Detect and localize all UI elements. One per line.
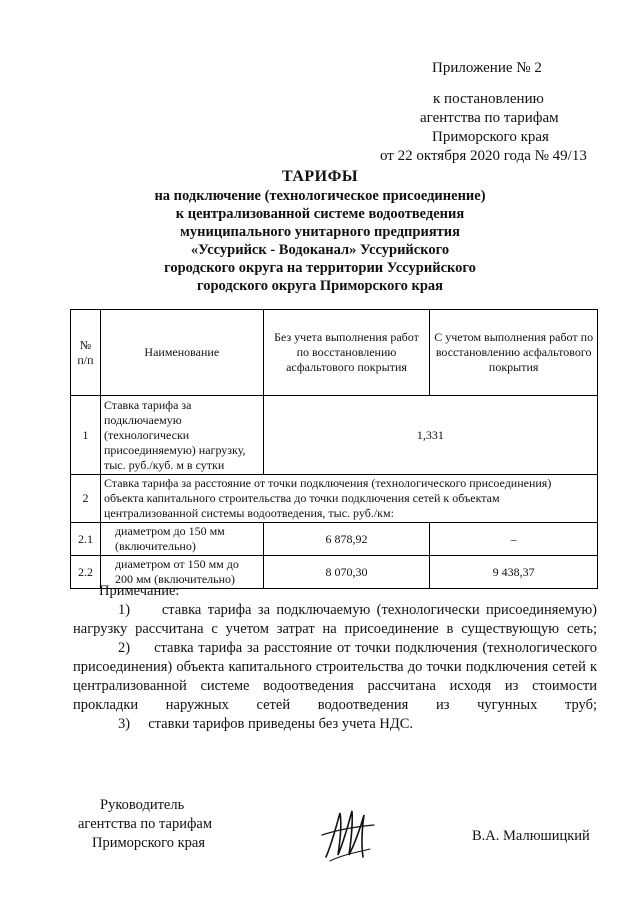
document-subtitle [110, 187, 530, 295]
row-value-without: 6 878,92 [263, 523, 430, 556]
note-num: 3) [118, 716, 131, 732]
signatory-title-line3: Приморского края [92, 835, 206, 851]
row-num: 2 [71, 475, 101, 523]
handwritten-signature [318, 805, 378, 870]
document-title: ТАРИФЫ [281, 168, 359, 185]
row-num: 1 [71, 396, 101, 475]
row-name: Ставка тарифа за расстояние от точки подключения (технологического присоединения) объекта капитального строительства до точки подключения сетей к объектам централизованной системы водоотведения, тыс. руб./км: [100, 475, 597, 523]
row-name: Ставка тарифа за подключаемую (технологически присоединяемую) нагрузку, тыс. руб./куб. м в сутки [100, 396, 263, 475]
resolution-date: от 22 октября 2020 года № 49/13 [380, 148, 587, 164]
header-name: Наименование [100, 310, 263, 396]
row-name: диаметром от 150 мм до 200 мм (включительно) [100, 556, 263, 589]
note-text: ставки тарифов приведены без учета НДС. [148, 716, 414, 732]
notes-heading: Примечание: [99, 583, 180, 599]
signature-icon [318, 805, 378, 865]
tariff-table [70, 309, 598, 589]
row-value-without: 8 070,30 [263, 556, 430, 589]
subtitle-line: «Уссурийск - Водоканал» Уссурийского [190, 242, 450, 258]
row-value-with: 9 438,37 [430, 556, 598, 589]
table-header-row [71, 310, 598, 396]
signatory-title-line2: агентства по тарифам [78, 816, 212, 832]
subtitle-line: городского округа Приморского края [197, 278, 443, 294]
signatory-title-line1: Руководитель [100, 797, 185, 813]
row-value: 1,331 [263, 396, 597, 475]
note-item [73, 715, 597, 734]
note-num: 2) [118, 640, 131, 656]
header-with-asphalt: С учетом выполнения работ по восстановлению асфальтового покрытия [430, 310, 598, 396]
appendix-number: Приложение № 2 [432, 60, 542, 76]
subtitle-line: муниципального унитарного предприятия [180, 224, 460, 240]
resolution-ref: к постановлению [433, 91, 544, 107]
agency-line1: агентства по тарифам [420, 110, 559, 126]
note-item [73, 601, 597, 639]
header-num: № п/п [71, 310, 101, 396]
note-text: ставка тарифа за подключаемую (технологически присоединяемую) нагрузку рассчитана с учетом затрат на присоединение в существующую сеть; [73, 602, 597, 637]
table-row [71, 523, 598, 556]
row-num: 2.1 [71, 523, 101, 556]
subtitle-line: городского округа на территории Уссурийского [164, 260, 476, 276]
table-row [71, 396, 598, 475]
note-text: ставка тарифа за расстояние от точки подключения (технологического присоединения) объекта капитального строительства до точки подключения сетей к централизованной системе водоотведения рассчитана исходя из стоимости прокладки наружных сетей водоотведения из чугунных труб; [73, 640, 597, 713]
note-item [73, 639, 597, 715]
row-name: диаметром до 150 мм (включительно) [100, 523, 263, 556]
notes-section [73, 582, 597, 734]
row-value-with: – [430, 523, 598, 556]
note-num: 1) [118, 602, 131, 618]
signatory-name: В.А. Малюшицкий [472, 828, 590, 844]
row-num: 2.2 [71, 556, 101, 589]
header-without-asphalt: Без учета выполнения работ по восстановлению асфальтового покрытия [263, 310, 430, 396]
agency-line2: Приморского края [432, 129, 549, 145]
subtitle-line: на подключение (технологическое присоединение) [154, 188, 486, 204]
subtitle-line: к централизованной системе водоотведения [175, 206, 465, 222]
table-row [71, 475, 598, 523]
